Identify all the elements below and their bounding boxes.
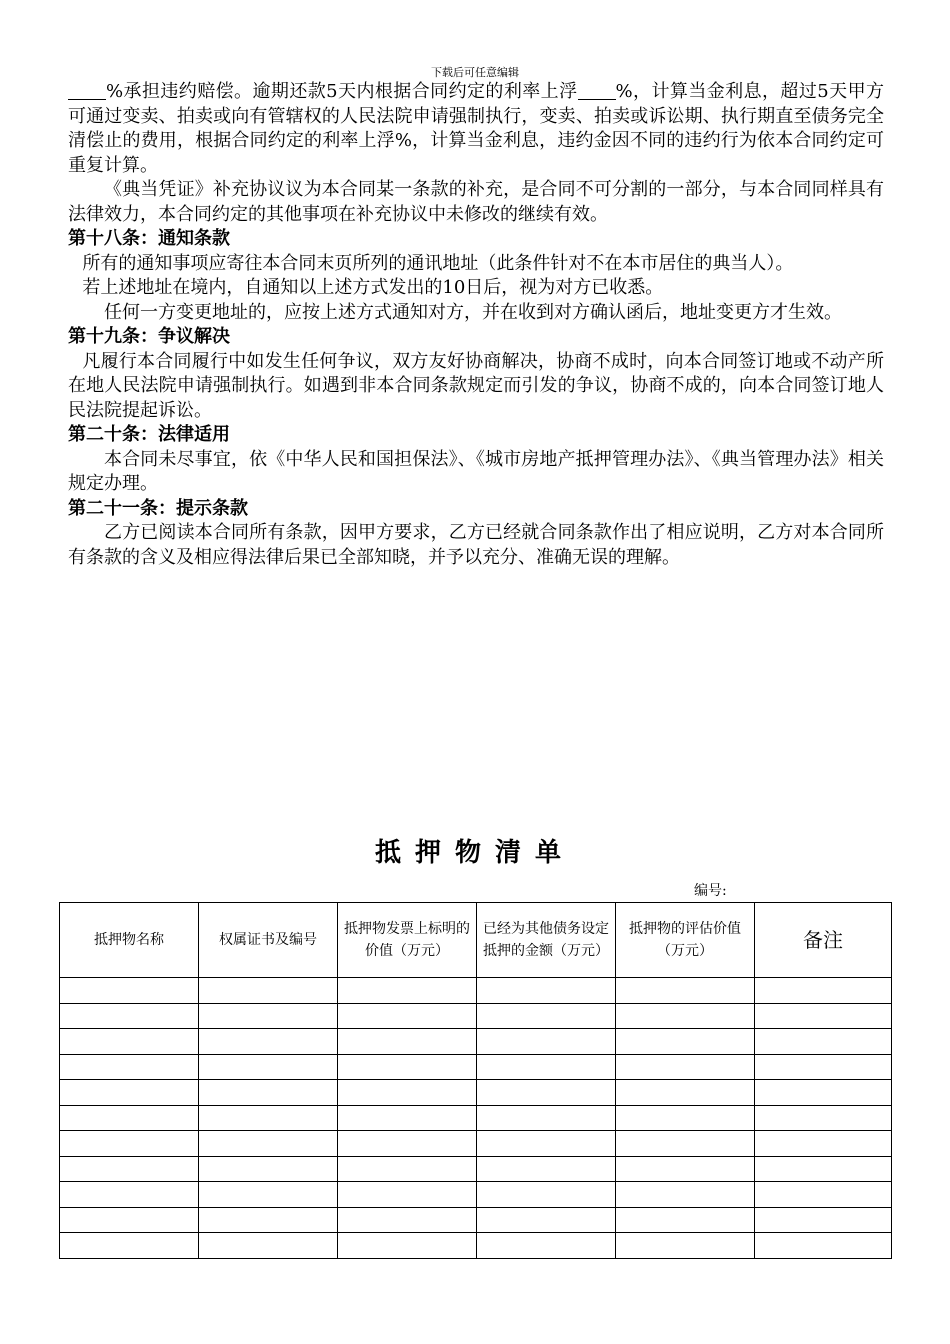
table-cell [199,1233,338,1259]
table-cell [477,1080,616,1106]
table-cell [616,1003,755,1029]
table-cell [338,1105,477,1131]
table-cell [616,1182,755,1208]
table-cell [60,1080,199,1106]
table-cell [477,1233,616,1259]
blank-line [578,81,616,100]
table-cell [477,1054,616,1080]
table-cell [755,978,892,1004]
pledge-list-table [59,902,892,1259]
table-row [60,1080,892,1106]
table-cell [755,1207,892,1233]
table-row [60,1156,892,1182]
paragraph-notice-2: 若上述地址在境内，自通知以上述方式发出的10日后，视为对方已收悉。 [82,277,664,298]
table-cell [199,978,338,1004]
table-cell [60,1131,199,1157]
table-cell [616,1054,755,1080]
section-title-18: 第十八条：通知条款 [68,228,230,249]
table-cell [755,1156,892,1182]
table-cell [338,1182,477,1208]
paragraph-notice-1: 所有的通知事项应寄往本合同末页所列的通讯地址（此条件针对不在本市居住的典当人）。 [82,252,794,274]
table-cell [199,1156,338,1182]
table-header-row [60,903,892,978]
column-header: 已经为其他债务设定抵押的金额（万元） [477,903,616,978]
table-cell [755,1003,892,1029]
table-cell [755,1080,892,1106]
table-cell [338,1080,477,1106]
table-cell [616,1207,755,1233]
table-row [60,1003,892,1029]
table-row [60,978,892,1004]
table-row [60,1131,892,1157]
table-cell [338,1054,477,1080]
column-header: 备注 [755,903,892,978]
section-title-19: 第十九条：争议解决 [68,326,230,347]
table-cell [477,1182,616,1208]
table-cell [477,978,616,1004]
paragraph-dispute: 凡履行本合同履行中如发生任何争议，双方友好协商解决，协商不成时，向本合同签订地或不动产所在地人民法院申请强制执行。如遇到非本合同条款规定而引发的争议，协商不成的，向本合同签订地人民法院提起诉讼。 [68,350,884,421]
table-cell [755,1054,892,1080]
table-cell [60,1105,199,1131]
table-cell [477,1003,616,1029]
table-cell [616,1156,755,1182]
table-cell [338,1156,477,1182]
table-cell [60,1054,199,1080]
section-title-21: 第二十一条：提示条款 [68,497,248,519]
paragraph-penalty [68,80,884,178]
table-cell [199,1182,338,1208]
table-row [60,1054,892,1080]
column-header: 抵押物的评估价值（万元） [616,903,755,978]
table-cell [616,1105,755,1131]
pledge-list-number-label: 编号: [694,883,727,899]
table-cell [616,978,755,1004]
table-cell [60,1156,199,1182]
table-cell [60,1182,199,1208]
table-cell [338,1131,477,1157]
table-row [60,1029,892,1055]
table-cell [755,1131,892,1157]
paragraph-reminder: 乙方已阅读本合同所有条款，因甲方要求，乙方已经就合同条款作出了相应说明，乙方对本合同所有条款的含义及相应得法律后果已全部知晓，并予以充分、准确无误的理解。 [68,522,884,568]
section-title-20: 第二十条：法律适用 [68,424,230,445]
table-cell [616,1029,755,1055]
table-cell [199,1003,338,1029]
column-header: 权属证书及编号 [199,903,338,978]
table-cell [60,1233,199,1259]
table-cell [199,1054,338,1080]
table-cell [477,1156,616,1182]
table-cell [199,1131,338,1157]
table-cell [338,1233,477,1259]
page-header: 下载后可任意编辑 [431,66,519,79]
table-cell [616,1131,755,1157]
table-cell [338,1003,477,1029]
table-cell [199,1029,338,1055]
table-cell [477,1131,616,1157]
table-cell [338,1207,477,1233]
blank-line [68,81,106,100]
table-row [60,1207,892,1233]
paragraph-law: 本合同未尽事宜，依《中华人民和国担保法》、《城市房地产抵押管理办法》、《典当管理办法》相关规定办理。 [68,448,884,494]
paragraph-supplement: 《典当凭证》补充协议议为本合同某一条款的补充，是合同不可分割的一部分，与本合同同样具有法律效力，本合同约定的其他事项在补充协议中未修改的继续有效。 [68,179,884,225]
table-cell [755,1182,892,1208]
table-cell [199,1207,338,1233]
table-cell [338,1029,477,1055]
table-cell [755,1105,892,1131]
paragraph-notice-3: 任何一方变更地址的，应按上述方式通知对方，并在收到对方确认函后，地址变更方才生效。 [104,301,842,323]
table-cell [616,1233,755,1259]
table-cell [616,1080,755,1106]
table-row [60,1105,892,1131]
table-row [60,1182,892,1208]
table-cell [60,978,199,1004]
column-header: 抵押物名称 [60,903,199,978]
pledge-list-title: 抵押物清单 [374,838,575,868]
table-cell [477,1105,616,1131]
table-cell [477,1029,616,1055]
paragraph-text: %承担违约赔偿。逾期还款5天内根据合同约定的利率上浮 [106,81,578,102]
table-row [60,1233,892,1259]
table-cell [199,1080,338,1106]
table-cell [60,1029,199,1055]
table-cell [60,1207,199,1233]
paragraph-text: %，计算当金利息，超过5天甲方可通过变卖、拍卖或向有管辖权的人民法院申请强制执行，变卖、拍卖或诉讼期、执行期直至债务完全清偿止的费用，根据合同约定的利率上浮%，计算当金利息，违约金因不同的违约行为依本合同约定可重复计算。 [68,81,884,176]
table-cell [477,1207,616,1233]
table-cell [755,1029,892,1055]
table-cell [755,1233,892,1259]
contract-body [68,80,884,570]
table-cell [338,978,477,1004]
column-header: 抵押物发票上标明的价值（万元） [338,903,477,978]
table-cell [60,1003,199,1029]
table-cell [199,1105,338,1131]
